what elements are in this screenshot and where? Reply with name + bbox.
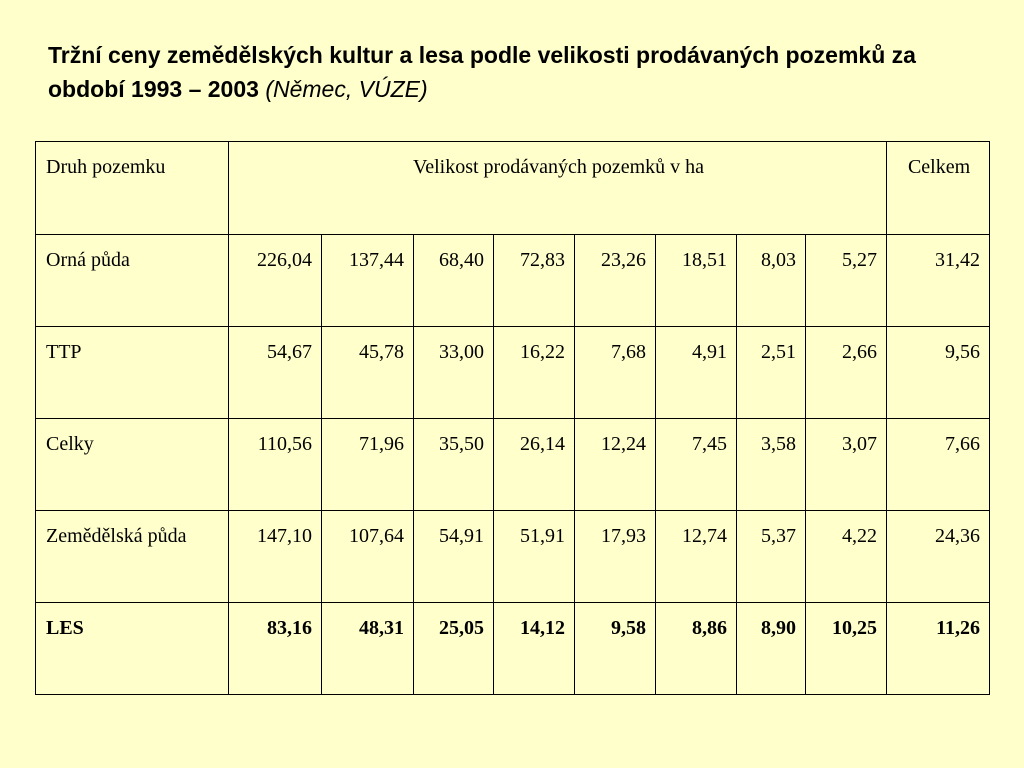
- table-cell: 35,50: [414, 419, 494, 511]
- table-row: [36, 327, 990, 419]
- table-cell: 3,07: [806, 419, 887, 511]
- table-cell: 4,91: [656, 327, 737, 419]
- table-header-row: [36, 142, 990, 235]
- row-total: 7,66: [887, 419, 990, 511]
- header-size: Velikost prodávaných pozemků v ha: [229, 142, 887, 235]
- header-type: Druh pozemku: [36, 142, 229, 235]
- row-total: 11,26: [887, 603, 990, 695]
- table-cell: 83,16: [229, 603, 322, 695]
- table-cell: 23,26: [575, 235, 656, 327]
- price-table: [35, 141, 990, 695]
- table-row: [36, 235, 990, 327]
- table-cell: 147,10: [229, 511, 322, 603]
- table-cell: 137,44: [322, 235, 414, 327]
- table-cell: 7,45: [656, 419, 737, 511]
- table-row: [36, 603, 990, 695]
- table-cell: 3,58: [737, 419, 806, 511]
- table-cell: 8,90: [737, 603, 806, 695]
- table-cell: 2,66: [806, 327, 887, 419]
- table-cell: 18,51: [656, 235, 737, 327]
- row-total: 9,56: [887, 327, 990, 419]
- table-cell: 71,96: [322, 419, 414, 511]
- table-cell: 5,37: [737, 511, 806, 603]
- row-label: Zemědělská půda: [36, 511, 229, 603]
- slide-title: [48, 38, 988, 106]
- title-source: (Němec, VÚZE): [265, 76, 428, 102]
- title-main: Tržní ceny zemědělských kultur a lesa podle velikosti prodávaných pozemků za období 1993 – 2003: [48, 42, 916, 102]
- table-cell: 8,86: [656, 603, 737, 695]
- table-row: [36, 511, 990, 603]
- row-total: 31,42: [887, 235, 990, 327]
- table-row: [36, 419, 990, 511]
- table-cell: 4,22: [806, 511, 887, 603]
- table-cell: 5,27: [806, 235, 887, 327]
- table-cell: 2,51: [737, 327, 806, 419]
- table-cell: 33,00: [414, 327, 494, 419]
- row-label: TTP: [36, 327, 229, 419]
- table-cell: 9,58: [575, 603, 656, 695]
- table-cell: 54,67: [229, 327, 322, 419]
- row-label: LES: [36, 603, 229, 695]
- table-cell: 14,12: [494, 603, 575, 695]
- table-cell: 68,40: [414, 235, 494, 327]
- table-cell: 48,31: [322, 603, 414, 695]
- table-cell: 45,78: [322, 327, 414, 419]
- table-cell: 110,56: [229, 419, 322, 511]
- table-cell: 72,83: [494, 235, 575, 327]
- table-cell: 25,05: [414, 603, 494, 695]
- table-cell: 226,04: [229, 235, 322, 327]
- table-cell: 26,14: [494, 419, 575, 511]
- table-cell: 12,24: [575, 419, 656, 511]
- table-cell: 10,25: [806, 603, 887, 695]
- row-total: 24,36: [887, 511, 990, 603]
- row-label: Orná půda: [36, 235, 229, 327]
- table-cell: 8,03: [737, 235, 806, 327]
- table-cell: 107,64: [322, 511, 414, 603]
- table-cell: 51,91: [494, 511, 575, 603]
- table-cell: 17,93: [575, 511, 656, 603]
- header-total: Celkem: [887, 142, 990, 235]
- table-cell: 7,68: [575, 327, 656, 419]
- row-label: Celky: [36, 419, 229, 511]
- table-cell: 54,91: [414, 511, 494, 603]
- table-cell: 12,74: [656, 511, 737, 603]
- table-cell: 16,22: [494, 327, 575, 419]
